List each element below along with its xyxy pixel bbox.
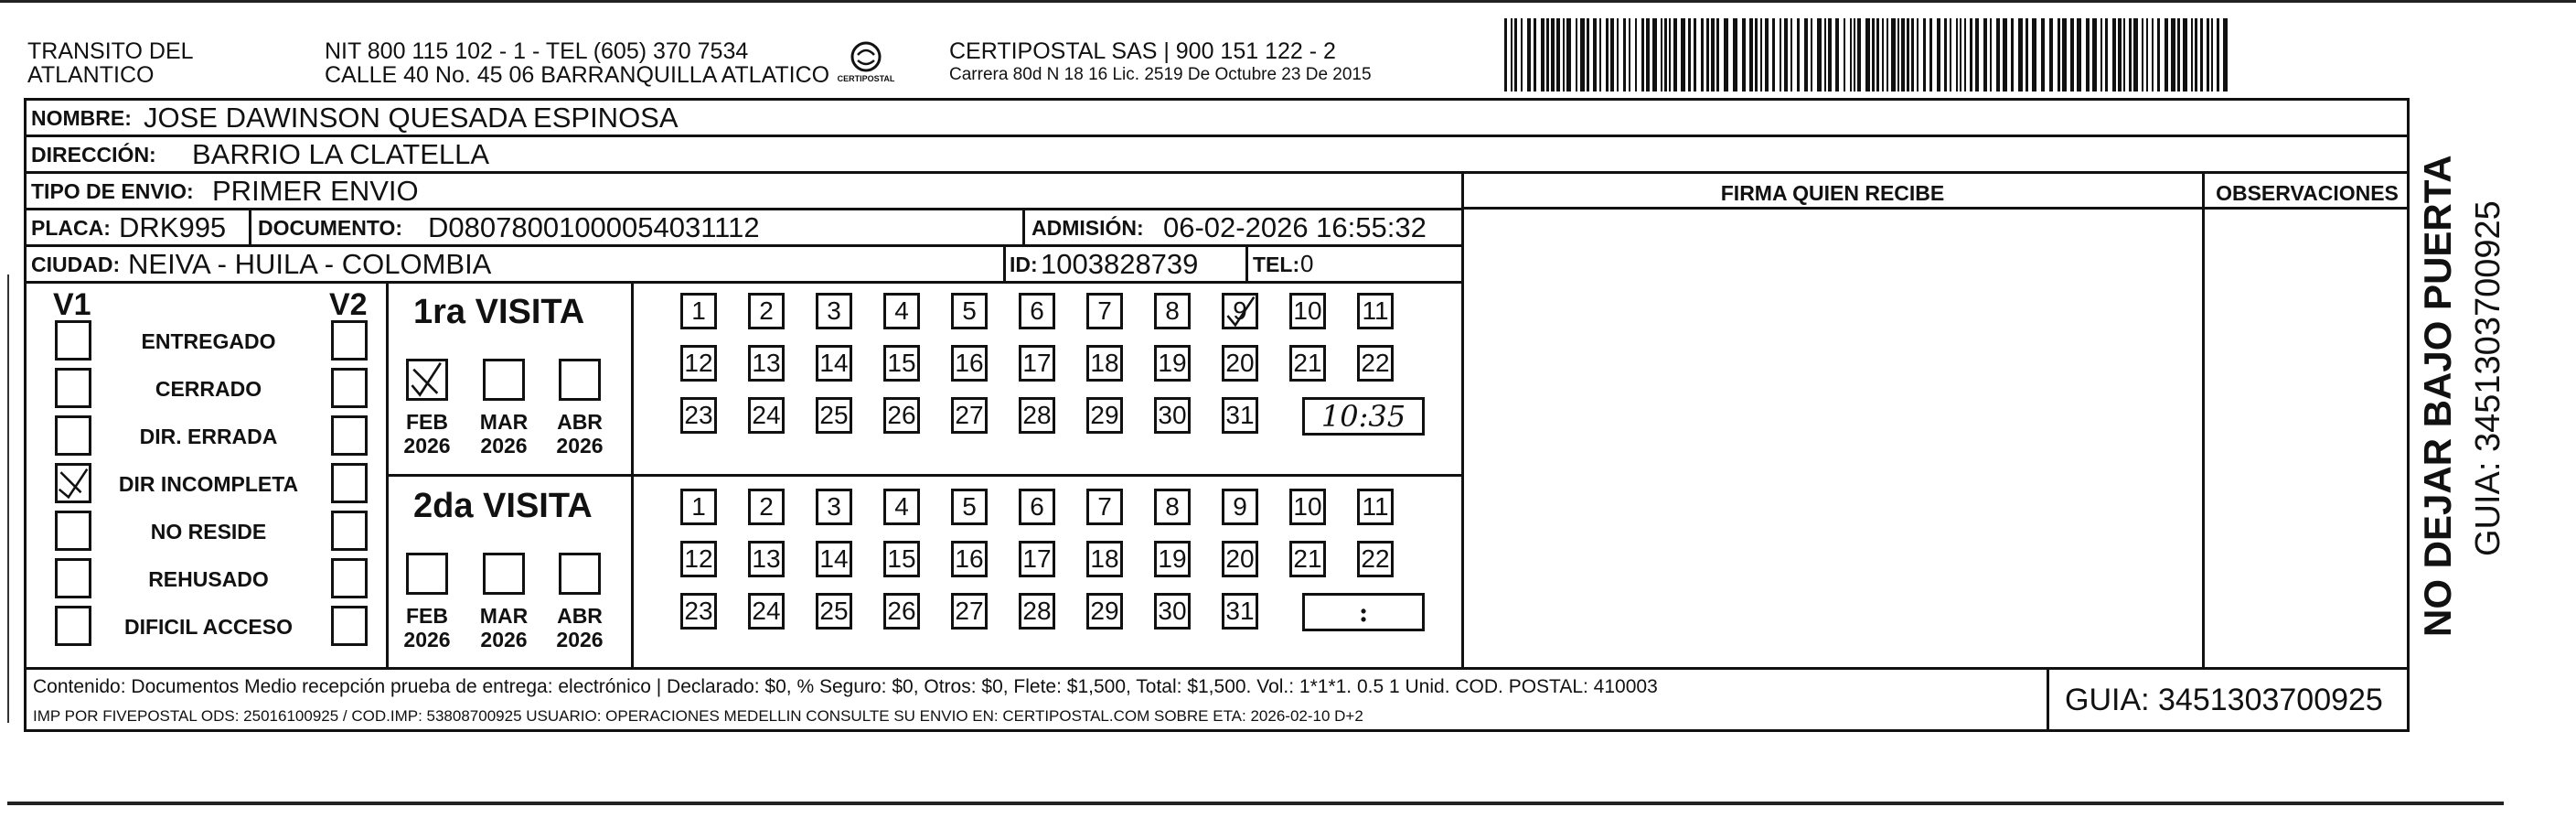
- month-checkbox[interactable]: [406, 359, 448, 401]
- admision-label: ADMISIÓN:: [1031, 216, 1144, 240]
- v2-checkbox[interactable]: [331, 320, 368, 361]
- day-box[interactable]: [1019, 293, 1055, 329]
- day-number: 4: [894, 296, 909, 325]
- ciudad-value: NEIVA - HUILA - COLOMBIA: [128, 248, 492, 280]
- id-label: ID:: [1010, 253, 1038, 276]
- time-placeholder: :: [1358, 597, 1369, 628]
- handwritten-check-icon: [409, 361, 445, 398]
- day-box[interactable]: [1222, 345, 1258, 382]
- year-label: 2026: [403, 434, 451, 457]
- day-box[interactable]: [951, 345, 988, 382]
- day-box[interactable]: [1086, 345, 1123, 382]
- day-box[interactable]: [1357, 293, 1394, 329]
- status-label: DIR INCOMPLETA: [118, 472, 299, 496]
- observaciones-header: OBSERVACIONES: [2216, 181, 2399, 205]
- admision-value: 06-02-2026 16:55:32: [1163, 211, 1427, 243]
- day-number: 10: [1293, 492, 1322, 521]
- visit1-title: 1ra VISITA: [413, 293, 585, 331]
- day-number: 13: [752, 349, 781, 377]
- day-number: 18: [1090, 349, 1119, 377]
- day-box[interactable]: [680, 293, 717, 329]
- day-number: 1: [691, 296, 706, 325]
- id-value: 1003828739: [1041, 248, 1199, 280]
- certipostal-logo: [834, 37, 898, 95]
- day-number: 25: [819, 597, 849, 625]
- day-number: 21: [1293, 544, 1322, 573]
- day-number: 7: [1097, 492, 1112, 521]
- day-box[interactable]: [883, 541, 920, 577]
- status-label: NO RESIDE: [150, 520, 267, 544]
- day-box[interactable]: [951, 293, 988, 329]
- day-box[interactable]: [1086, 489, 1123, 525]
- day-box[interactable]: [1086, 593, 1123, 630]
- courier-line2: Carrera 80d N 18 16 Lic. 2519 De Octubre 23 De 2015: [949, 65, 1372, 84]
- tipo-envio-value: PRIMER ENVIO: [212, 175, 419, 207]
- day-number: 23: [684, 401, 713, 429]
- day-box[interactable]: [1019, 541, 1055, 577]
- month-checkbox[interactable]: [559, 553, 601, 595]
- day-number: 15: [887, 349, 916, 377]
- day-number: 21: [1293, 349, 1322, 377]
- day-box[interactable]: [951, 541, 988, 577]
- day-box[interactable]: [816, 397, 852, 434]
- day-box[interactable]: [1222, 593, 1258, 630]
- month-label: MAR: [479, 410, 529, 434]
- visit2-title: 2da VISITA: [413, 487, 593, 525]
- year-label: 2026: [480, 434, 528, 457]
- day-number: 30: [1158, 401, 1187, 429]
- day-box[interactable]: [951, 397, 988, 434]
- month-label: ABR: [557, 604, 603, 628]
- day-box[interactable]: [748, 593, 785, 630]
- time-box[interactable]: [1302, 397, 1425, 436]
- day-number: 16: [955, 544, 984, 573]
- placa-label: PLACA:: [31, 216, 111, 240]
- side-guia: GUIA: 3451303700925: [2469, 200, 2507, 556]
- day-box[interactable]: [883, 293, 920, 329]
- day-box[interactable]: [951, 593, 988, 630]
- day-box[interactable]: [816, 489, 852, 525]
- day-box[interactable]: [748, 541, 785, 577]
- day-box[interactable]: [883, 489, 920, 525]
- day-box[interactable]: [883, 397, 920, 434]
- documento-label: DOCUMENTO:: [258, 216, 403, 240]
- day-box[interactable]: [1154, 345, 1191, 382]
- month-checkbox[interactable]: [483, 359, 525, 401]
- year-label: 2026: [556, 434, 604, 457]
- day-number: 13: [752, 544, 781, 573]
- day-number: 4: [894, 492, 909, 521]
- handwritten-time: 10:35: [1320, 399, 1406, 434]
- day-box[interactable]: [748, 345, 785, 382]
- v2-checkbox[interactable]: [331, 511, 368, 551]
- tel-value: 0: [1300, 250, 1314, 277]
- day-number: 22: [1361, 544, 1390, 573]
- footer-line2: IMP POR FIVEPOSTAL ODS: 25016100925 / COD.IMP: 53808700925 USUARIO: OPERACIONES MEDELLIN CONSULTE SU ENVIO EN: CERTIPOSTAL.COM SOBRE ETA: 2026-02-10 D+2: [33, 707, 1363, 725]
- courier-line1: CERTIPOSTAL SAS | 900 151 122 - 2: [949, 38, 1336, 64]
- v1-label: V1: [53, 287, 91, 322]
- direccion-label: DIRECCIÓN:: [31, 143, 156, 167]
- month-label: FEB: [406, 410, 448, 434]
- day-box[interactable]: [1357, 489, 1394, 525]
- day-number: 22: [1361, 349, 1390, 377]
- day-box[interactable]: [1154, 397, 1191, 434]
- day-number: 11: [1362, 296, 1389, 325]
- day-number: 9: [1233, 296, 1247, 325]
- day-number: 29: [1090, 401, 1119, 429]
- day-box[interactable]: [1086, 541, 1123, 577]
- day-box[interactable]: [816, 345, 852, 382]
- day-box[interactable]: [1019, 397, 1055, 434]
- day-number: 12: [684, 544, 713, 573]
- day-number: 24: [752, 597, 781, 625]
- day-box[interactable]: [1222, 293, 1258, 329]
- day-number: 27: [955, 401, 984, 429]
- day-number: 5: [962, 492, 977, 521]
- day-box[interactable]: [883, 593, 920, 630]
- day-number: 6: [1030, 296, 1044, 325]
- day-box[interactable]: [748, 397, 785, 434]
- day-box[interactable]: [748, 293, 785, 329]
- day-number: 17: [1022, 544, 1052, 573]
- day-number: 9: [1233, 492, 1247, 521]
- day-number: 3: [827, 296, 841, 325]
- nombre-value: JOSE DAWINSON QUESADA ESPINOSA: [144, 102, 679, 134]
- day-box[interactable]: [1289, 345, 1326, 382]
- month-checkbox[interactable]: [559, 359, 601, 401]
- day-number: 31: [1225, 597, 1255, 625]
- day-number: 18: [1090, 544, 1119, 573]
- day-number: 5: [962, 296, 977, 325]
- day-box[interactable]: [816, 541, 852, 577]
- day-box[interactable]: [680, 397, 717, 434]
- year-label: 2026: [403, 628, 451, 651]
- v2-checkbox[interactable]: [331, 463, 368, 503]
- day-box[interactable]: [1019, 593, 1055, 630]
- month-checkbox[interactable]: [406, 553, 448, 595]
- month-label: ABR: [557, 410, 603, 434]
- barcode: [1504, 18, 2231, 91]
- day-number: 30: [1158, 597, 1187, 625]
- status-label: REHUSADO: [148, 567, 269, 591]
- day-number: 14: [819, 349, 849, 377]
- day-box[interactable]: [1019, 489, 1055, 525]
- status-label: ENTREGADO: [141, 329, 276, 353]
- day-number: 7: [1097, 296, 1112, 325]
- status-label: CERRADO: [155, 377, 262, 401]
- day-box[interactable]: [1222, 397, 1258, 434]
- day-number: 3: [827, 492, 841, 521]
- day-number: 10: [1293, 296, 1322, 325]
- day-number: 27: [955, 597, 984, 625]
- day-number: 20: [1225, 349, 1255, 377]
- day-number: 19: [1158, 349, 1187, 377]
- v2-label: V2: [329, 287, 368, 322]
- org-name-line1: TRANSITO DEL: [27, 38, 194, 64]
- day-number: 14: [819, 544, 849, 573]
- v2-checkbox[interactable]: [331, 558, 368, 598]
- day-number: 1: [691, 492, 706, 521]
- day-box[interactable]: [680, 489, 717, 525]
- day-number: 11: [1362, 492, 1389, 521]
- side-warning: NO DEJAR BAJO PUERTA: [2416, 155, 2459, 637]
- day-number: 2: [759, 296, 774, 325]
- direccion-value: BARRIO LA CLATELLA: [192, 138, 490, 170]
- month-label: MAR: [479, 604, 529, 628]
- day-number: 6: [1030, 492, 1044, 521]
- tel-label: TEL:: [1253, 253, 1300, 276]
- v2-checkbox[interactable]: [331, 606, 368, 646]
- day-box[interactable]: [1154, 541, 1191, 577]
- day-number: 20: [1225, 544, 1255, 573]
- day-number: 12: [684, 349, 713, 377]
- day-box[interactable]: [1289, 541, 1326, 577]
- day-number: 26: [887, 597, 916, 625]
- footer-guia: GUIA: 3451303700925: [2065, 683, 2383, 717]
- day-box[interactable]: [680, 345, 717, 382]
- day-number: 29: [1090, 597, 1119, 625]
- day-number: 17: [1022, 349, 1052, 377]
- day-box[interactable]: [1019, 345, 1055, 382]
- nit-line1: NIT 800 115 102 - 1 - TEL (605) 370 7534: [325, 38, 749, 64]
- month-checkbox[interactable]: [483, 553, 525, 595]
- day-box[interactable]: [748, 489, 785, 525]
- day-box[interactable]: [1154, 489, 1191, 525]
- day-number: 16: [955, 349, 984, 377]
- nombre-label: NOMBRE:: [31, 106, 132, 130]
- day-box[interactable]: [680, 593, 717, 630]
- day-box[interactable]: [1357, 541, 1394, 577]
- day-number: 24: [752, 401, 781, 429]
- time-box[interactable]: [1302, 593, 1425, 631]
- footer-line1: Contenido: Documentos Medio recepción prueba de entrega: electrónico | Declarado: $0, % Seguro: $0, Otros: $0, Flete: $1,500, Total: $1,500. Vol.: 1*1*1. 0.5 1 Unid. COD. POSTAL: 410003: [33, 676, 1658, 697]
- year-label: 2026: [480, 628, 528, 651]
- day-box[interactable]: [1357, 345, 1394, 382]
- day-box[interactable]: [883, 345, 920, 382]
- year-label: 2026: [556, 628, 604, 651]
- day-number: 23: [684, 597, 713, 625]
- day-box[interactable]: [680, 541, 717, 577]
- v2-checkbox[interactable]: [331, 415, 368, 456]
- day-box[interactable]: [1154, 293, 1191, 329]
- day-number: 8: [1165, 492, 1180, 521]
- day-box[interactable]: [816, 593, 852, 630]
- day-box[interactable]: [1154, 593, 1191, 630]
- day-number: 28: [1022, 597, 1052, 625]
- placa-value: DRK995: [119, 211, 227, 243]
- status-label: DIFICIL ACCESO: [123, 615, 293, 639]
- day-number: 2: [759, 492, 774, 521]
- logo-text: CERTIPOSTAL: [837, 74, 895, 83]
- day-box[interactable]: [1222, 489, 1258, 525]
- tipo-envio-label: TIPO DE ENVIO:: [31, 179, 194, 203]
- day-box[interactable]: [1086, 293, 1123, 329]
- day-number: 31: [1225, 401, 1255, 429]
- v2-checkbox[interactable]: [331, 368, 368, 408]
- day-number: 8: [1165, 296, 1180, 325]
- handwritten-check-icon: [1224, 296, 1256, 327]
- documento-value: D08078001000054031112: [428, 211, 760, 243]
- day-box[interactable]: [1289, 489, 1326, 525]
- day-number: 25: [819, 401, 849, 429]
- day-number: 15: [887, 544, 916, 573]
- day-box[interactable]: [951, 489, 988, 525]
- day-box[interactable]: [1086, 397, 1123, 434]
- day-number: 19: [1158, 544, 1187, 573]
- day-box[interactable]: [816, 293, 852, 329]
- month-label: FEB: [406, 604, 448, 628]
- org-name-line2: ATLANTICO: [27, 62, 155, 88]
- day-box[interactable]: [1222, 541, 1258, 577]
- day-number: 28: [1022, 401, 1052, 429]
- day-box[interactable]: [1289, 293, 1326, 329]
- nit-line2: CALLE 40 No. 45 06 BARRANQUILLA ATLATICO: [325, 62, 830, 88]
- ciudad-label: CIUDAD:: [31, 253, 121, 276]
- day-number: 26: [887, 401, 916, 429]
- firma-header: FIRMA QUIEN RECIBE: [1720, 181, 1945, 205]
- status-label: DIR. ERRADA: [139, 425, 278, 448]
